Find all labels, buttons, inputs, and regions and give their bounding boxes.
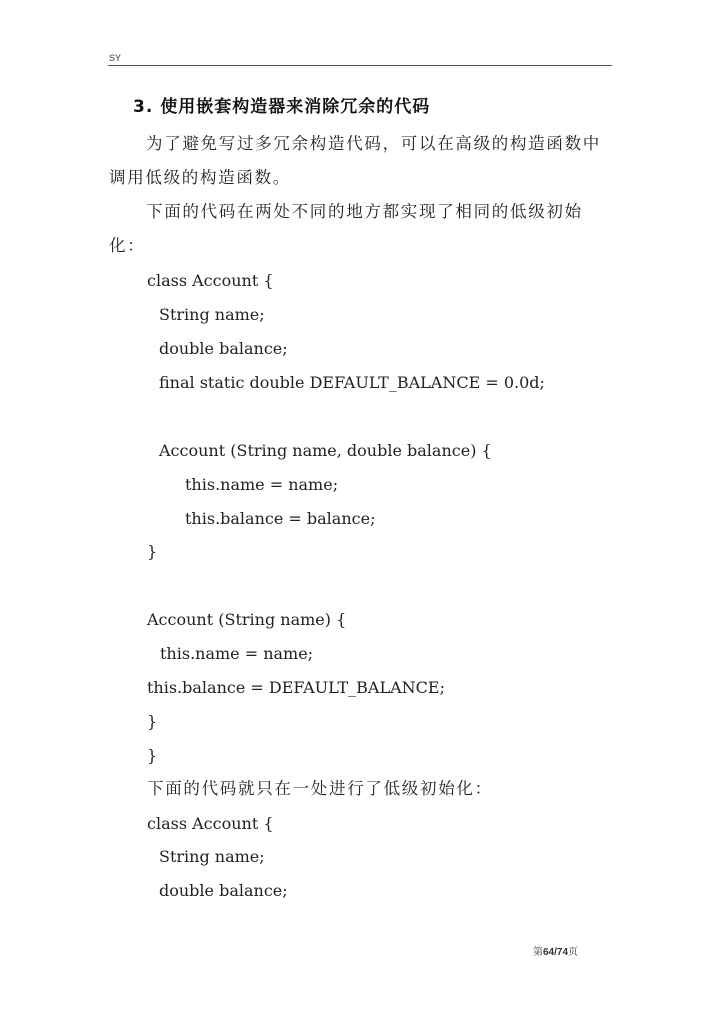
code-line: } (147, 712, 158, 731)
code-line: Account (String name) { (147, 610, 347, 629)
page-prefix: 第 (533, 947, 543, 958)
code-line: this.name = name; (160, 644, 314, 663)
page-current: 64 (543, 947, 555, 958)
section-title: 3. 使用嵌套构造器来消除冗余的代码 (133, 97, 431, 117)
code-line: double balance; (159, 881, 288, 900)
code-line: this.name = name; (185, 475, 339, 494)
code-line: String name; (159, 847, 265, 866)
header-rule (108, 65, 612, 66)
code-line: this.balance = balance; (185, 509, 376, 528)
page-suffix: 页 (568, 947, 579, 958)
page-separator: / (554, 947, 557, 958)
page-number (533, 943, 578, 958)
code-line: class Account { (147, 814, 274, 833)
page-total: 74 (556, 947, 569, 958)
paragraph-single-init: 下面的代码就只在一处进行了低级初始化： (147, 779, 493, 798)
header-label: SY (109, 53, 122, 63)
code-line: this.balance = DEFAULT_BALANCE; (147, 678, 445, 697)
paragraph-redundancy: 为了避免写过多冗余构造代码，可以在高级的构造函数中调用低级的构造函数。 (109, 134, 601, 187)
code-line: final static double DEFAULT_BALANCE = 0.0d; (159, 373, 545, 392)
paragraph-example-intro: 下面的代码在两处不同的地方都实现了相同的低级初始化： (109, 202, 583, 255)
code-line: } (147, 542, 158, 561)
code-line: } (147, 746, 158, 765)
code-line: class Account { (147, 271, 274, 290)
code-line: double balance; (159, 339, 288, 358)
code-line: String name; (159, 305, 265, 324)
code-line: Account (String name, double balance) { (159, 441, 492, 460)
